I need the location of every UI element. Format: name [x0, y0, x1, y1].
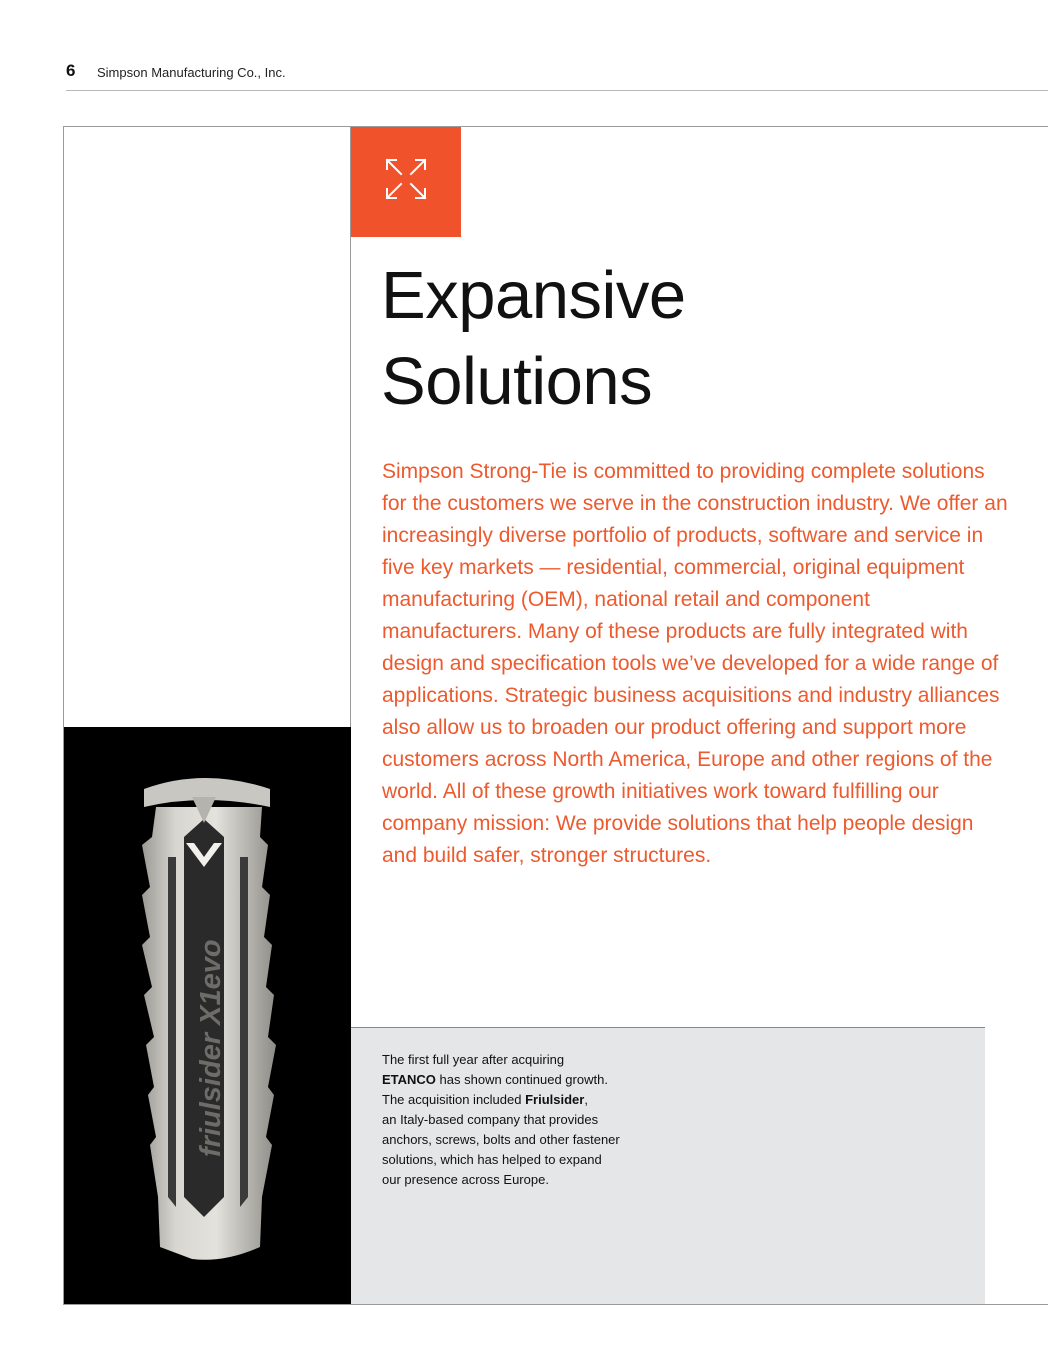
acquisition-note — [382, 1050, 652, 1190]
note-etanco: ETANCO — [382, 1072, 436, 1087]
note-line-6: solutions, which has helped to expand — [382, 1152, 602, 1167]
note-line-7: our presence across Europe. — [382, 1172, 549, 1187]
product-label: friulsider X1evo — [195, 939, 227, 1157]
company-name: Simpson Manufacturing Co., Inc. — [97, 65, 286, 80]
acquisition-note-panel — [351, 1027, 985, 1304]
product-image-panel — [64, 727, 351, 1304]
page-title — [381, 253, 981, 425]
note-line-1: The first full year after acquiring — [382, 1052, 565, 1067]
title-line-1: Expansive — [381, 258, 686, 333]
lead-paragraph: Simpson Strong-Tie is committed to providing complete solutions for the customers we serve in the construction industry. We offer an increasingly diverse portfolio of products, software and service in five key markets — residential, commercial, original equipment manufacturing (OEM), national retail and component manufacturers. Many of these products are fully integrated with design and specification tools we’ve developed for a wide range of applications. Strategic business acquisitions and industry alliances also allow us to broaden our product offering and support more customers across North America, Europe and other regions of the world. All of these growth initiatives work toward fulfilling our company mission: We provide solutions that help people design and build safer, stronger structures. — [382, 460, 1008, 867]
wall-anchor-image — [64, 727, 351, 1304]
note-line-2: has shown continued growth. — [435, 1072, 608, 1087]
page-header — [66, 61, 1048, 91]
expand-arrows-icon — [384, 157, 428, 201]
note-line-3-start: The acquisition included — [382, 1092, 526, 1107]
note-line-3-end: , — [584, 1092, 588, 1107]
title-line-2: Solutions — [381, 344, 653, 419]
expand-badge — [351, 127, 461, 237]
note-line-5: anchors, screws, bolts and other fastener — [382, 1132, 620, 1147]
note-line-4: an Italy-based company that provides — [382, 1112, 599, 1127]
page-number: 6 — [66, 61, 76, 80]
note-friulsider: Friulsider — [525, 1092, 585, 1107]
